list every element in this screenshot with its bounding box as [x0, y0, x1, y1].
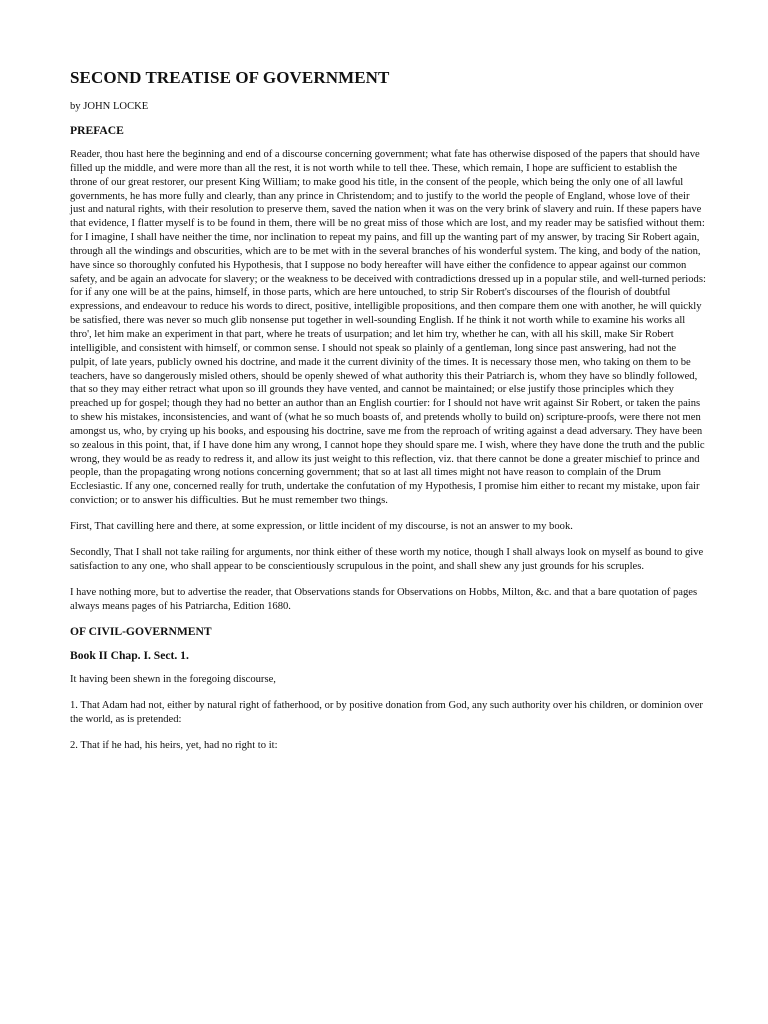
first-point-paragraph: First, That cavilling here and there, at some expression, or little incident of my discourse, is not an answer to my book. [70, 520, 573, 532]
civil-government-heading: OF CIVIL-GOVERNMENT [70, 625, 212, 639]
intro-line: It having been shewn in the foregoing discourse, [70, 674, 276, 686]
point-one-paragraph: 1. That Adam had not, either by natural right of fatherhood, or by positive donation from God, any such authority over his children, or dominion over the world, as is pretended: [70, 700, 703, 726]
preface-heading: PREFACE [70, 124, 124, 137]
preface-paragraph: Reader, thou hast here the beginning and end of a discourse concerning government; what fate has otherwise disposed of the papers that should have filled up the middle, and were more than all the rest, it is not worth while to tell thee. These, which remain, I hope are sufficient to establish the throne of our great restorer, our present King William; to make good his title, in the consent of the people, which being the only one of all lawful governments, he has more fully and clearly, than any prince in Christendom; and to justify to the world the people of England, whose love of their just and natural rights, with their resolution to preserve them, saved the nation when it was on the very brink of slavery and ruin. If these papers have that evidence, I flatter myself is to be found in them, there will be no great miss of those which are lost, and my reader may be satisfied without them: for I imagine, I shall have neither the time, nor inclination to repeat my pains, and fill up the wanting part of my answer, by tracing Sir Robert again, through all the windings and obscurities, which are to be met with in the several branches of his wonderful system. The king, and body of the nation, have since so thoroughly confuted his Hypothesis, that I suppose no body hereafter will have either the confidence to appear against our common safety, and be again an advocate for slavery; or the weakness to be deceived with contradictions dressed up in a popular stile, and well-turned periods: for if any one will be at the pains, himself, in those parts, which are here untouched, to strip Sir Robert's discourses of the flourish of doubtful expressions, and endeavour to reduce his words to direct, positive, intelligible propositions, and then compare them one with another, he will quickly be satisfied, there was never so much glib nonsense put together in well-sounding English. If he think it not worth while to examine his works all thro', let him make an experiment in that part, where he treats of usurpation; and let him try, whether he can, with all his skill, make Sir Robert intelligible, and consistent with himself, or common sense. I should not speak so plainly of a gentleman, long since past answering, had not the pulpit, of late years, publicly owned his doctrine, and made it the current divinity of the times. It is necessary those men, who taking on them to be teachers, have so dangerously misled others, should be openly shewed of what authority this their Patriarch is, whom they have so blindly followed, that so they may either retract what upon so ill grounds they have vented, and cannot be maintained; or else justify those principles which they preached up for gospel; though they had no better an author than an English courtier: for I should not have writ against Sir Robert, or taken the pains to shew his mistakes, inconsistencies, and want of (what he so much boasts of, and pretends wholly to build on) scripture-proofs, were there not men amongst us, who, by crying up his books, and espousing his doctrine, save me from the reproach of writing against a dead adversary. They have been so zealous in this point, that, if I have done him any wrong, I cannot hope they should spare me. I wish, where they have done the truth and the public wrong, they would be as ready to redress it, and allow its just weight to this reflection, viz. that there cannot be done a greater mischief to prince and people, than the propagating wrong notions concerning government; that so at last all times might not have reason to complain of the Drum Ecclesiastic. If any one, concerned really for truth, undertake the confutation of my Hypothesis, I promise him either to recant my mistake, upon fair conviction; or to answer his difficulties. But he must remember two things. [70, 149, 706, 507]
advertise-paragraph: I have nothing more, but to advertise the reader, that Observations stands for Observations on Hobbs, Milton, &c. and that a bare quotation of pages always means pages of his Patriarcha, Edition 1680. [70, 586, 698, 612]
point-two-paragraph: 2. That if he had, his heirs, yet, had no right to it: [70, 740, 278, 752]
document-page [70, 68, 706, 765]
document-title: SECOND TREATISE OF GOVERNMENT [70, 68, 390, 87]
second-point-paragraph: Secondly, That I shall not take railing for arguments, nor think either of these worth my notice, though I shall always look on myself as bound to give satisfaction to any one, who shall appear to be conscientiously scrupulous in the point, and shall shew any just grounds for his scruples. [70, 546, 704, 572]
chapter-heading: Book II Chap. I. Sect. 1. [70, 649, 189, 663]
author-byline: by JOHN LOCKE [70, 101, 149, 112]
